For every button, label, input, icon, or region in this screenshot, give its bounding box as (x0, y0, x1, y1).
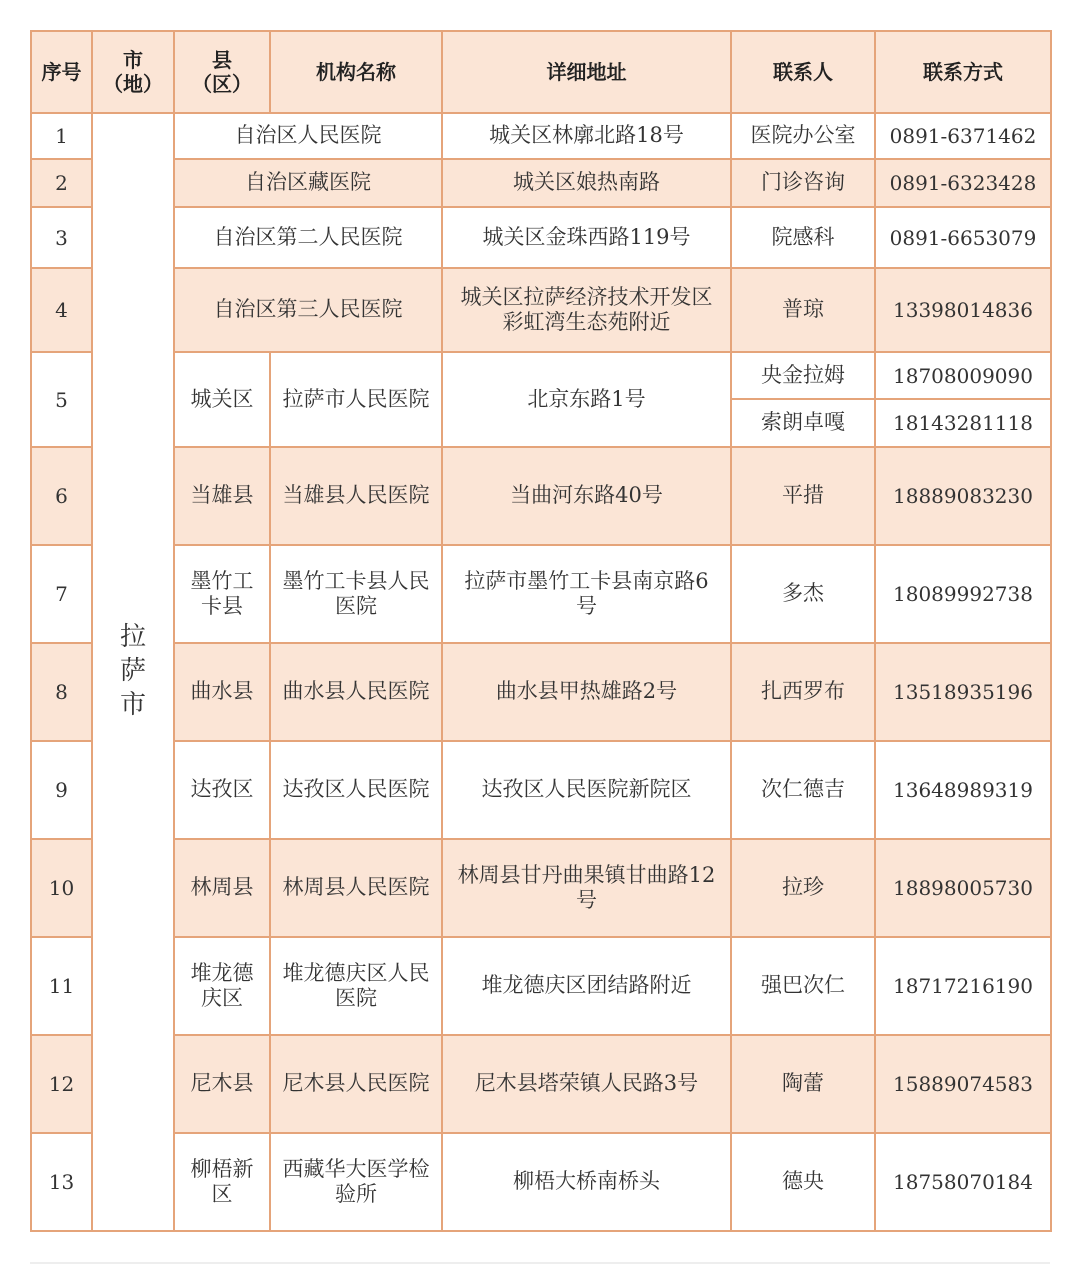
row-phone: 15889074583 (875, 1035, 1051, 1133)
row-seq: 1 (31, 113, 92, 159)
row-county: 曲水县 (174, 643, 270, 741)
header-county: 县 （区） (174, 31, 270, 113)
row-seq: 3 (31, 207, 92, 268)
row-phone: 18758070184 (875, 1133, 1051, 1231)
header-city: 市 （地） (92, 31, 174, 113)
row-seq: 12 (31, 1035, 92, 1133)
row-address: 林周县甘丹曲果镇甘曲路12 号 (442, 839, 731, 937)
row-address: 达孜区人民医院新院区 (442, 741, 731, 839)
header-address: 详细地址 (442, 31, 731, 113)
row-address: 城关区拉萨经济技术开发区 彩虹湾生态苑附近 (442, 268, 731, 352)
city-cell: 拉 萨 市 (92, 113, 174, 1231)
row-institution-name: 自治区第三人民医院 (174, 268, 442, 352)
row-seq: 10 (31, 839, 92, 937)
row-institution-name: 当雄县人民医院 (270, 447, 442, 545)
row-contact: 德央 (731, 1133, 875, 1231)
row-address: 曲水县甲热雄路2号 (442, 643, 731, 741)
table-row (31, 1133, 1051, 1231)
row-county: 堆龙德 庆区 (174, 937, 270, 1035)
row-address: 尼木县塔荣镇人民路3号 (442, 1035, 731, 1133)
table-row (31, 643, 1051, 741)
row-institution-name: 尼木县人民医院 (270, 1035, 442, 1133)
row-contact: 扎西罗布 (731, 643, 875, 741)
header-phone: 联系方式 (875, 31, 1051, 113)
row-institution-name: 曲水县人民医院 (270, 643, 442, 741)
row-institution-name: 自治区藏医院 (174, 159, 442, 207)
hospital-contact-table (30, 30, 1052, 1232)
row-institution-name: 林周县人民医院 (270, 839, 442, 937)
row-phone: 0891-6323428 (875, 159, 1051, 207)
row-address: 拉萨市墨竹工卡县南京路6 号 (442, 545, 731, 643)
row-institution-name: 自治区人民医院 (174, 113, 442, 159)
row-seq: 5 (31, 352, 92, 447)
row-seq: 9 (31, 741, 92, 839)
header-institution-name: 机构名称 (270, 31, 442, 113)
row-contact: 央金拉姆 (731, 352, 875, 399)
header-seq: 序号 (31, 31, 92, 113)
row-contact: 次仁德吉 (731, 741, 875, 839)
row-institution-name: 拉萨市人民医院 (270, 352, 442, 447)
row-contact: 拉珍 (731, 839, 875, 937)
row-contact: 普琼 (731, 268, 875, 352)
row-institution-name: 自治区第二人民医院 (174, 207, 442, 268)
row-phone: 13648989319 (875, 741, 1051, 839)
row-contact: 多杰 (731, 545, 875, 643)
row-seq: 6 (31, 447, 92, 545)
row-seq: 7 (31, 545, 92, 643)
table-row (31, 207, 1051, 268)
row-institution-name: 西藏华大医学检 验所 (270, 1133, 442, 1231)
table-row (31, 937, 1051, 1035)
row-phone: 18717216190 (875, 937, 1051, 1035)
table-row (31, 268, 1051, 352)
row-seq: 4 (31, 268, 92, 352)
row-contact: 院感科 (731, 207, 875, 268)
row-contact: 强巴次仁 (731, 937, 875, 1035)
row-phone: 13518935196 (875, 643, 1051, 741)
row-phone: 18143281118 (875, 399, 1051, 447)
table-row (31, 839, 1051, 937)
row-seq: 13 (31, 1133, 92, 1231)
row-county: 墨竹工 卡县 (174, 545, 270, 643)
row-address: 城关区金珠西路119号 (442, 207, 731, 268)
row-seq: 11 (31, 937, 92, 1035)
row-county: 城关区 (174, 352, 270, 447)
row-phone: 18708009090 (875, 352, 1051, 399)
row-phone: 0891-6653079 (875, 207, 1051, 268)
row-phone: 18889083230 (875, 447, 1051, 545)
row-address: 城关区林廓北路18号 (442, 113, 731, 159)
table-row (31, 113, 1051, 159)
row-phone: 18089992738 (875, 545, 1051, 643)
row-address: 当曲河东路40号 (442, 447, 731, 545)
row-county: 柳梧新 区 (174, 1133, 270, 1231)
row-county: 当雄县 (174, 447, 270, 545)
page-bottom-divider (30, 1262, 1050, 1264)
table-row (31, 741, 1051, 839)
row-seq: 8 (31, 643, 92, 741)
row-phone: 0891-6371462 (875, 113, 1051, 159)
row-address: 柳梧大桥南桥头 (442, 1133, 731, 1231)
row-contact: 门诊咨询 (731, 159, 875, 207)
row-contact: 平措 (731, 447, 875, 545)
table-header-row (31, 31, 1051, 113)
row-county: 林周县 (174, 839, 270, 937)
row-address: 北京东路1号 (442, 352, 731, 447)
row-address: 城关区娘热南路 (442, 159, 731, 207)
table-row (31, 545, 1051, 643)
row-address: 堆龙德庆区团结路附近 (442, 937, 731, 1035)
table-row (31, 352, 1051, 399)
row-phone: 13398014836 (875, 268, 1051, 352)
row-contact: 医院办公室 (731, 113, 875, 159)
header-contact: 联系人 (731, 31, 875, 113)
table-row (31, 447, 1051, 545)
row-institution-name: 堆龙德庆区人民 医院 (270, 937, 442, 1035)
row-county: 尼木县 (174, 1035, 270, 1133)
row-phone: 18898005730 (875, 839, 1051, 937)
table-row (31, 1035, 1051, 1133)
row-county: 达孜区 (174, 741, 270, 839)
row-institution-name: 达孜区人民医院 (270, 741, 442, 839)
row-contact: 陶蕾 (731, 1035, 875, 1133)
row-seq: 2 (31, 159, 92, 207)
row-contact: 索朗卓嘎 (731, 399, 875, 447)
row-institution-name: 墨竹工卡县人民 医院 (270, 545, 442, 643)
table-row (31, 159, 1051, 207)
